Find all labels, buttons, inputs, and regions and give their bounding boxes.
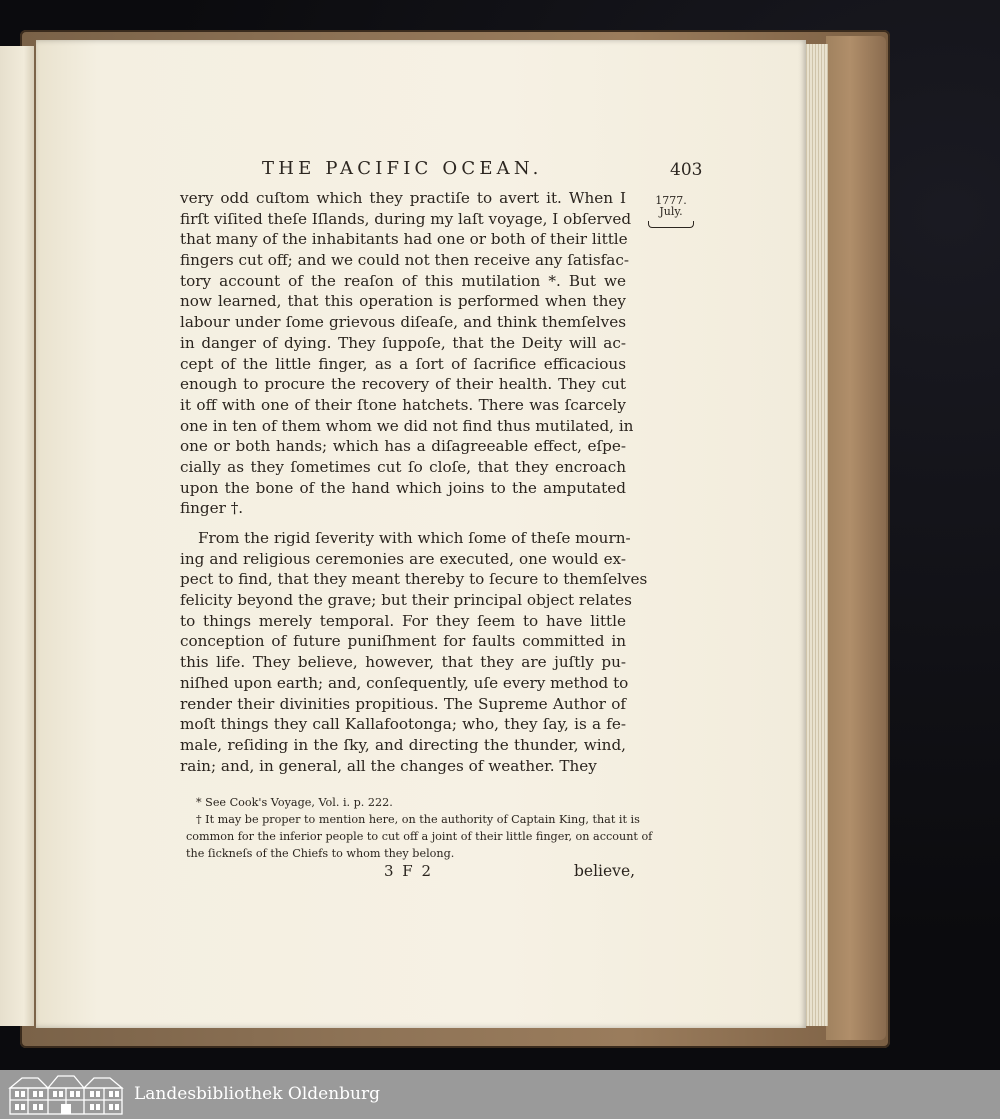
page-stack-edges bbox=[804, 44, 828, 1026]
text-line: moſt things they call Kallafootonga; who, they ſay, is a fe- bbox=[180, 715, 626, 734]
text-line: now learned, that this operation is performed when they bbox=[180, 292, 626, 311]
text-line: niſhed upon earth; and, conſequently, uſe every method to bbox=[180, 673, 629, 692]
running-head: THE PACIFIC OCEAN. bbox=[262, 158, 543, 179]
text-line: in danger of dying. They ſuppoſe, that the Deity will ac- bbox=[180, 333, 626, 352]
text-line: † It may be proper to mention here, on the authority of Captain King, that it is bbox=[196, 813, 640, 826]
text-line: tory account of the reaſon of this mutilation *. But we bbox=[180, 271, 626, 290]
text-line: pect to find, that they meant thereby to ſecure to themſelves bbox=[180, 570, 648, 589]
text-line: labour under ſome grievous diſeaſe, and think themſelves bbox=[180, 313, 626, 332]
text-line: common for the inferior people to cut off a joint of their little finger, on account of bbox=[186, 830, 653, 843]
book-cover-edge bbox=[826, 36, 886, 1040]
footnotes bbox=[186, 794, 653, 862]
brace-icon bbox=[648, 221, 694, 228]
text-line: this life. They believe, however, that they are juſtly pu- bbox=[180, 653, 626, 672]
margin-year: 1777. bbox=[655, 194, 687, 207]
text-line: From the rigid ſeverity with which ſome of theſe mourn- bbox=[198, 529, 631, 547]
text-line: upon the bone of the hand which joins to the amputated bbox=[180, 478, 626, 497]
footnote-2 bbox=[186, 811, 653, 862]
text-line: the ſickneſs of the Chiefs to whom they belong. bbox=[186, 847, 455, 860]
paragraph-1 bbox=[180, 188, 634, 519]
text-line: male, reſiding in the ſky, and directing the thunder, wind, bbox=[180, 735, 626, 754]
library-building-icon bbox=[8, 1074, 124, 1116]
body-text bbox=[180, 188, 648, 776]
text-line: cially as they ſometimes cut ſo cloſe, that they encroach bbox=[180, 457, 626, 476]
text-line: render their divinities propitious. The Supreme Author of bbox=[180, 694, 626, 713]
text-line: firſt viſited theſe Iſlands, during my laſt voyage, I obſerved bbox=[180, 209, 632, 228]
margin-month: July. bbox=[659, 205, 683, 218]
library-name: Landesbibliothek Oldenburg bbox=[134, 1084, 381, 1104]
text-line: it off with one of their ſtone hatchets. There was ſcarcely bbox=[180, 395, 626, 414]
page-number: 403 bbox=[670, 160, 703, 180]
signature-mark: 3 F 2 bbox=[384, 862, 434, 880]
text-line: very odd cuſtom which they practiſe to avert it. When I bbox=[180, 189, 626, 207]
text-line: enough to procure the recovery of their health. They cut bbox=[180, 375, 626, 394]
left-page-edge bbox=[0, 46, 34, 1026]
text-line: cept of the little finger, as a ſort of ſacrifice efficacious bbox=[180, 354, 626, 373]
catchword: believe, bbox=[574, 862, 636, 880]
text-line: fingers cut off; and we could not then receive any ſatisfac- bbox=[180, 251, 629, 270]
text-line: conception of future puniſhment for faults committed in bbox=[180, 632, 626, 651]
paragraph-2 bbox=[180, 528, 648, 776]
text-line: ing and religious ceremonies are executed, one would ex- bbox=[180, 549, 626, 568]
footnote-1: * See Cook's Voyage, Vol. i. p. 222. bbox=[196, 796, 393, 809]
text-line: rain; and, in general, all the changes of weather. They bbox=[180, 756, 597, 775]
text-line: that many of the inhabitants had one or both of their little bbox=[180, 230, 628, 249]
text-line: to things merely temporal. For they ſeem to have little bbox=[180, 611, 626, 630]
margin-date-note bbox=[646, 195, 696, 228]
text-line: one in ten of them whom we did not find thus mutilated, in bbox=[180, 416, 634, 435]
text-line: one or both hands; which has a diſagreeable effect, eſpe- bbox=[180, 437, 626, 456]
text-line: finger †. bbox=[180, 499, 244, 518]
text-line: felicity beyond the grave; but their principal object relates bbox=[180, 591, 632, 610]
footer-bar bbox=[0, 1070, 1000, 1119]
